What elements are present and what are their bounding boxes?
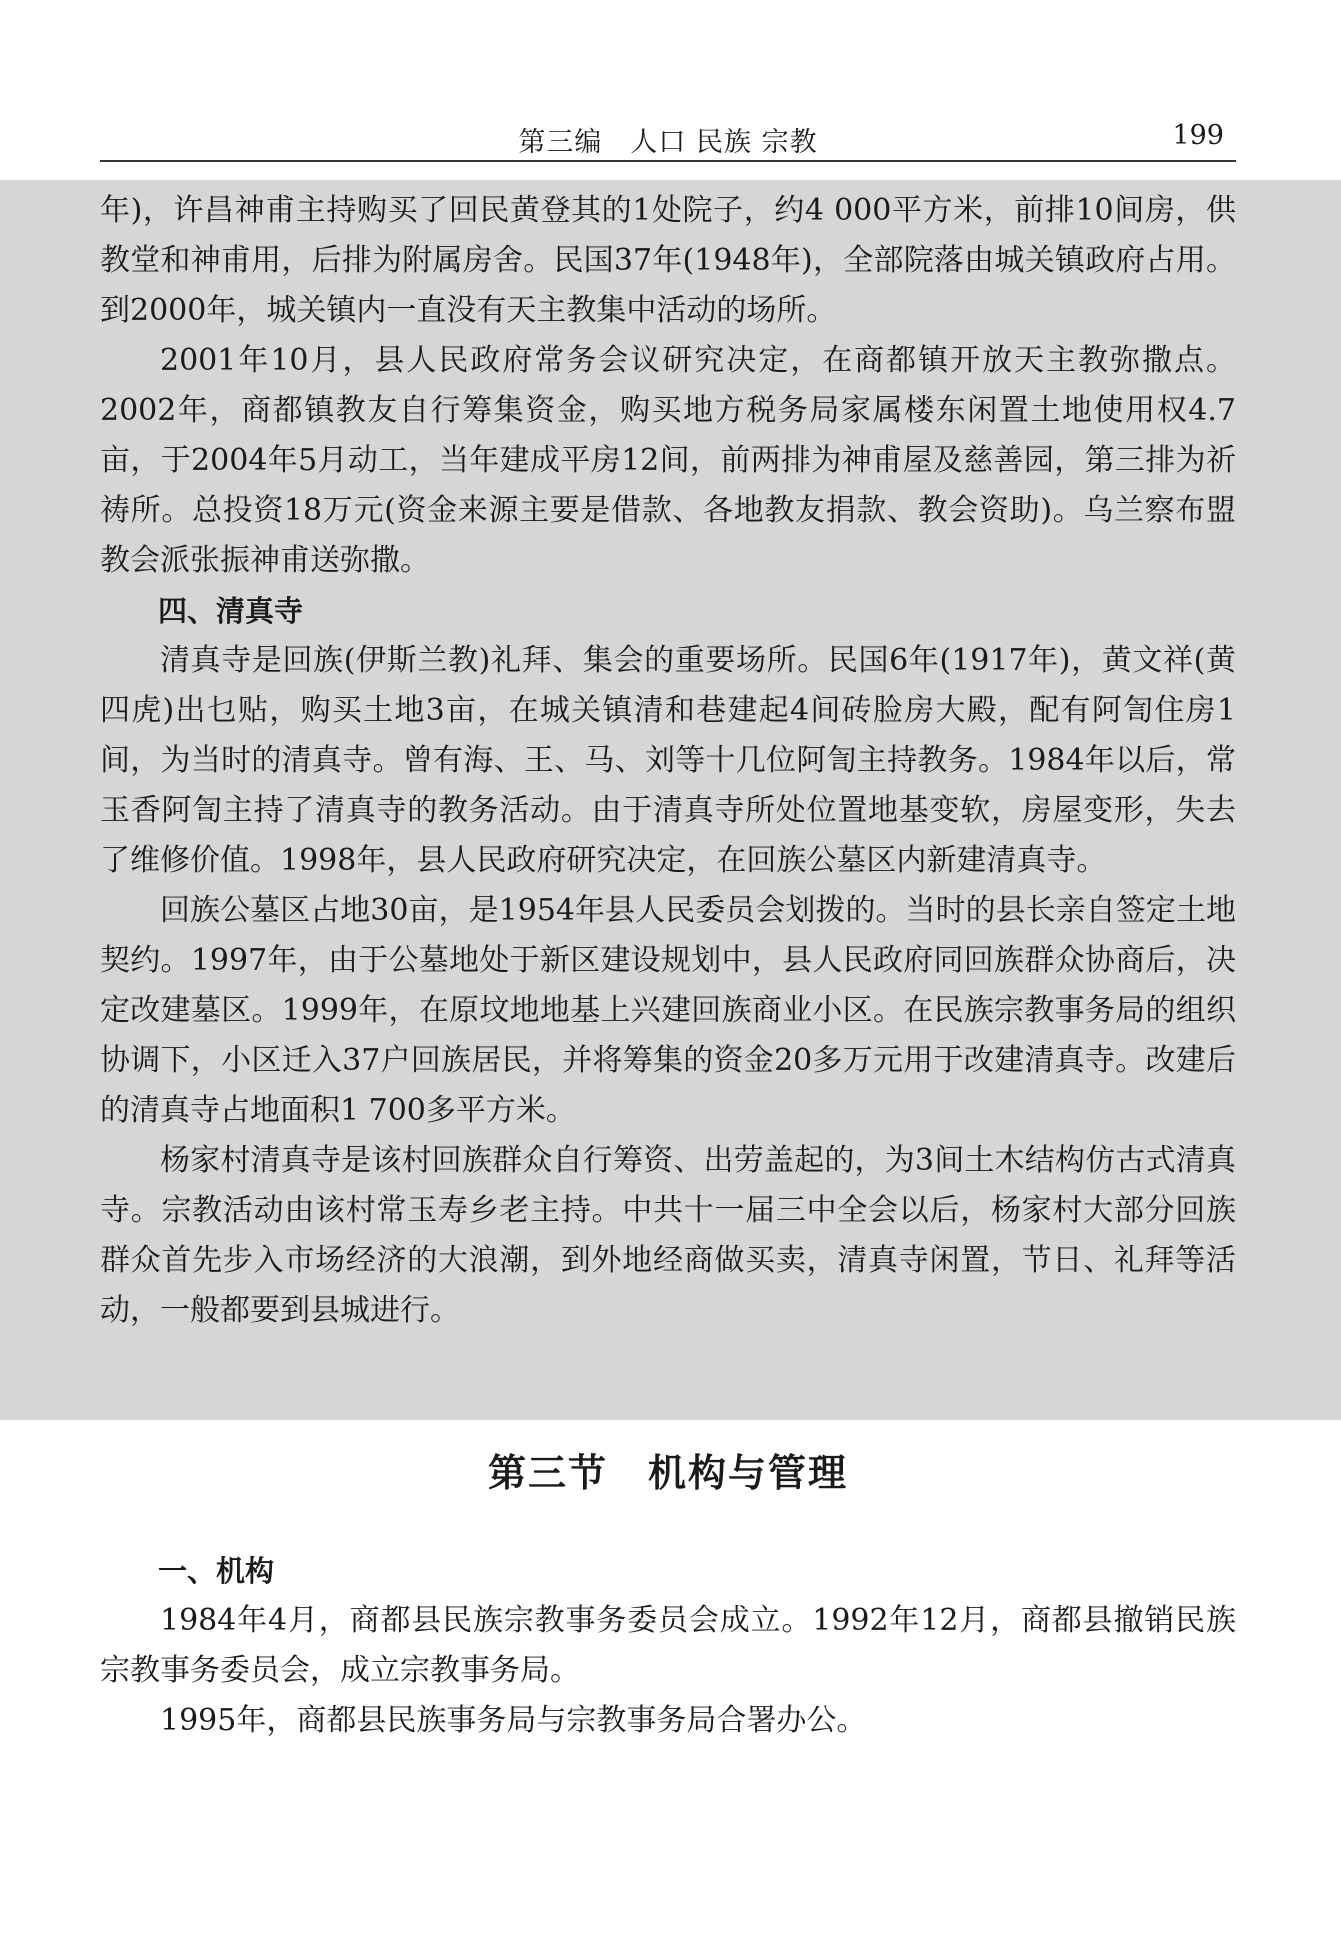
- running-header: [100, 108, 1236, 162]
- section-title: 第三节 机构与管理: [487, 1451, 848, 1495]
- page-number: 199: [1172, 120, 1224, 151]
- running-header-title: 第三编 人口 民族 宗教: [518, 127, 818, 158]
- paragraph-catholic-2001: 2001年10月，县人民政府常务会议研究决定，在商都镇开放天主教弥撒点。2002年，商都镇教友自行筹集资金，购买地方税务局家属楼东闲置土地使用权4.7亩，于2004年5月动工，当年建成平房12间，前两排为神甫屋及慈善园，第三排为祈祷所。总投资18万元(资金来源主要是借款、各地教友捐款、教会资助)。乌兰察布盟教会派张振神甫送弥撒。: [100, 343, 1236, 578]
- paragraph-catholic-continued: 年)，许昌神甫主持购买了回民黄登其的1处院子，约4 000平方米，前排10间房，供教堂和神甫用，后排为附属房舍。民国37年(1948年)，全部院落由城关镇政府占用。到2000年，城关镇内一直没有天主教集中活动的场所。: [100, 193, 1236, 328]
- paragraph-organization-1995: 1995年，商都县民族事务局与宗教事务局合署办公。: [160, 1703, 867, 1738]
- paragraph-cemetery: 回族公墓区占地30亩，是1954年县人民委员会划拨的。当时的县长亲自签定土地契约。1997年，由于公墓地处于新区建设规划中，县人民政府同回族群众协商后，决定改建墓区。1999年，在原坟地地基上兴建回族商业小区。在民族宗教事务局的组织协调下，小区迁入37户回族居民，并将筹集的资金20多万元用于改建清真寺。改建后的清真寺占地面积1 700多平方米。: [100, 893, 1236, 1128]
- paragraph-organization-1984: 1984年4月，商都县民族宗教事务委员会成立。1992年12月，商都县撤销民族宗教事务委员会，成立宗教事务局。: [100, 1603, 1236, 1688]
- highlighted-text-block: [100, 186, 1236, 1336]
- paragraph-yangjia-mosque: 杨家村清真寺是该村回族群众自行筹资、出劳盖起的，为3间土木结构仿古式清真寺。宗教活动由该村常玉寿乡老主持。中共十一届三中全会以后，杨家村大部分回族群众首先步入市场经济的大浪潮，到外地经商做买卖，清真寺闲置，节日、礼拜等活动，一般都要到县城进行。: [100, 1143, 1236, 1328]
- subheading-mosque: 四、清真寺: [158, 594, 304, 628]
- paragraph-mosque-history: 清真寺是回族(伊斯兰教)礼拜、集会的重要场所。民国6年(1917年)，黄文祥(黄四虎)出乜贴，购买土地3亩，在城关镇清和巷建起4间砖脸房大殿，配有阿訇住房1间，为当时的清真寺。曾有海、王、马、刘等十几位阿訇主持教务。1984年以后，常玉香阿訇主持了清真寺的教务活动。由于清真寺所处位置地基变软，房屋变形，失去了维修价值。1998年，县人民政府研究决定，在回族公墓区内新建清真寺。: [100, 643, 1236, 878]
- section-text-block: [100, 1546, 1236, 1746]
- subheading-organization: 一、机构: [158, 1554, 275, 1588]
